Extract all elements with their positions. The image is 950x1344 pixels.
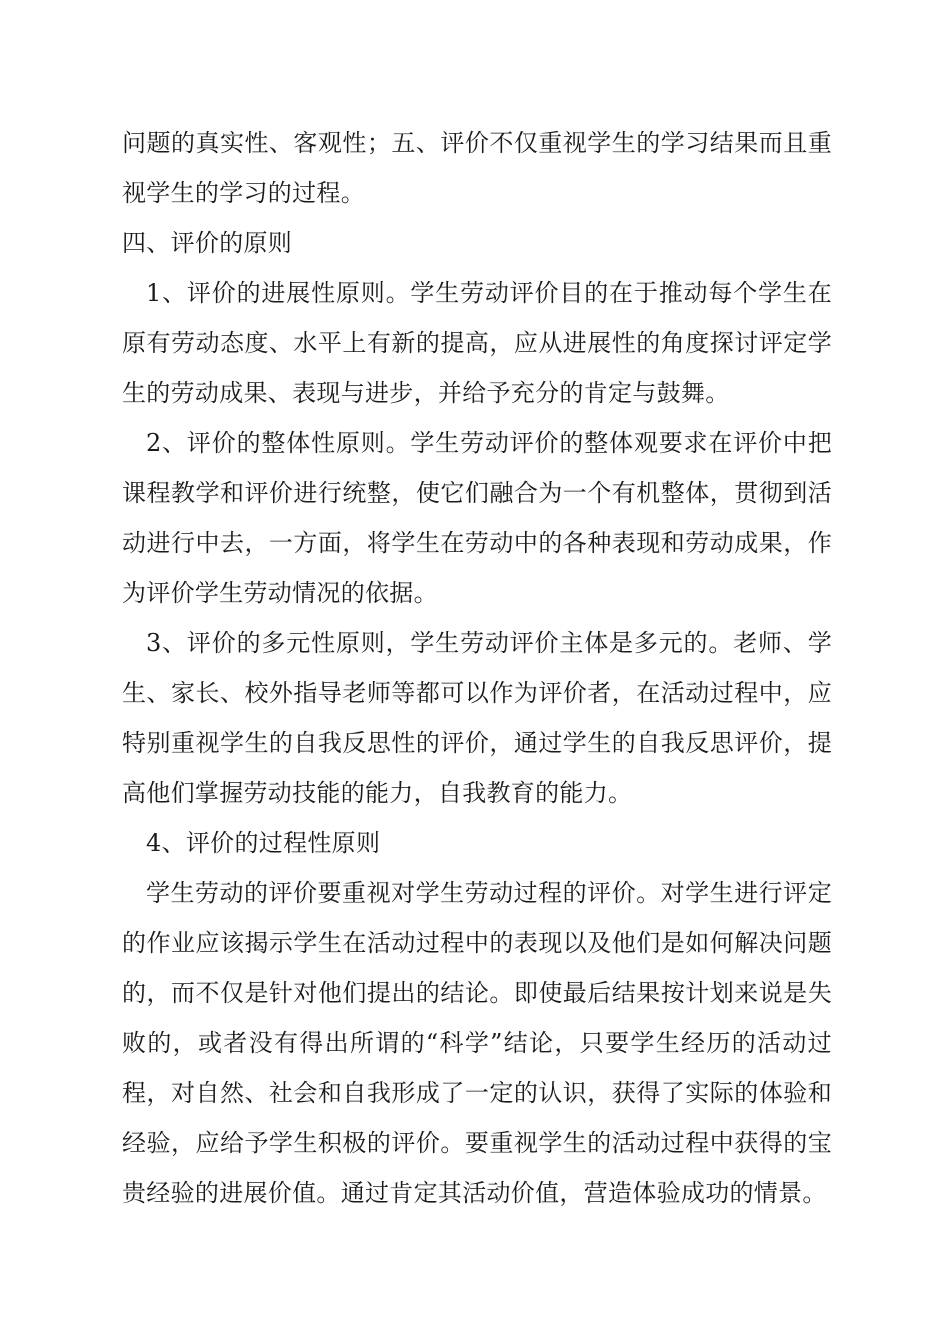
paragraph-process-evaluation: 学生劳动的评价要重视对学生劳动过程的评价。对学生进行评定的作业应该揭示学生在活动过程中的表现以及他们是如何解决问题的，而不仅是针对他们提出的结论。即使最后结果按计划来说是失败的，或者没有得出所谓的“科学”结论，只要学生经历的活动过程，对自然、社会和自我形成了一定的认识，获得了实际的体验和经验，应给予学生积极的评价。要重视学生的活动过程中获得的宝贵经验的进展价值。通过肯定其活动价值，营造体验成功的情景。: [122, 879, 832, 1207]
document-body: [122, 118, 832, 1218]
subheading-process-principle: 4、评价的过程性原则: [146, 829, 381, 857]
paragraph-pluralistic-principle: 3、评价的多元性原则，学生劳动评价主体是多元的。老师、学生、家长、校外指导老师等都可以作为评价者，在活动过程中，应特别重视学生的自我反思性的评价，通过学生的自我反思评价，提高他们掌握劳动技能的能力，自我教育的能力。: [122, 629, 832, 807]
paragraph-holistic-principle: 2、评价的整体性原则。学生劳动评价的整体观要求在评价中把课程教学和评价进行统整，使它们融合为一个有机整体，贯彻到活动进行中去，一方面，将学生在劳动中的各种表现和劳动成果，作为评价学生劳动情况的依据。: [122, 429, 832, 607]
section-heading-principles: 四、评价的原则: [122, 229, 293, 257]
paragraph-evaluation-features-end: 问题的真实性、客观性；五、评价不仅重视学生的学习结果而且重视学生的学习的过程。: [122, 129, 832, 207]
paragraph-developmental-principle: 1、评价的进展性原则。学生劳动评价目的在于推动每个学生在原有劳动态度、水平上有新的提高，应从进展性的角度探讨评定学生的劳动成果、表现与进步，并给予充分的肯定与鼓舞。: [122, 279, 832, 407]
